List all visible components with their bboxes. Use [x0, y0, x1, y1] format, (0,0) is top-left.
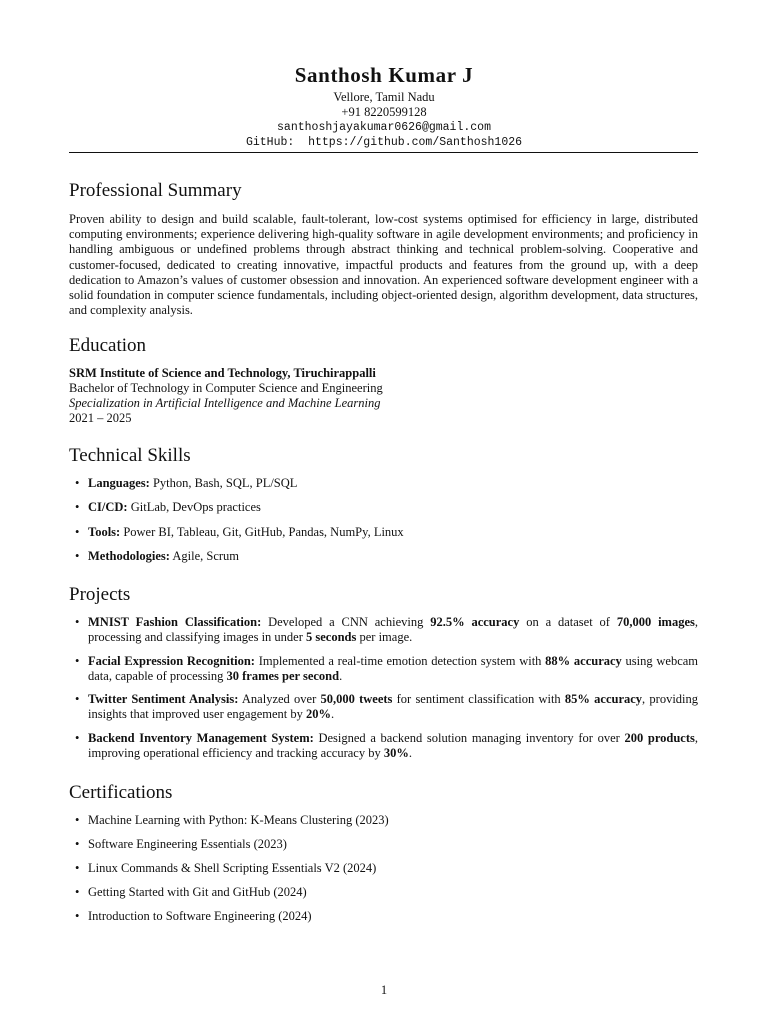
section-title-certifications: Certifications: [69, 782, 173, 803]
skill-item: [75, 549, 698, 564]
project-text: for sentiment classification with: [396, 692, 561, 706]
certification-item: [75, 885, 698, 900]
email-address[interactable]: santhoshjayakumar0626@gmail.com: [277, 121, 491, 134]
skill-item: [75, 476, 698, 491]
skill-value: Power BI, Tableau, Git, GitHub, Pandas, NumPy, Linux: [123, 525, 404, 539]
header-divider: [69, 152, 698, 153]
project-metric: 20%: [306, 707, 332, 722]
project-metric: 88% accuracy: [545, 654, 622, 668]
project-metric: 85% accuracy: [564, 692, 643, 706]
github-line: [0, 135, 768, 150]
skill-item: [75, 500, 698, 515]
page-number: 1: [380, 983, 388, 997]
project-metric: 92.5% accuracy: [430, 615, 520, 629]
project-text: .: [408, 746, 412, 761]
bullet-icon: •: [75, 654, 80, 668]
project-metric: 5 seconds: [306, 630, 357, 645]
project-text: , processing and classifying images in under: [88, 615, 698, 645]
github-link[interactable]: https://github.com/Santhosh1026: [308, 136, 523, 149]
project-item: [75, 731, 699, 762]
project-text: .: [331, 707, 335, 722]
education-years: 2021 – 2025: [69, 411, 132, 425]
project-title: Backend Inventory Management System:: [88, 731, 314, 745]
bullet-icon: •: [75, 731, 80, 745]
resume-header: [0, 60, 768, 150]
phone-number: +91 8220599128: [341, 105, 427, 119]
certification-text: Linux Commands & Shell Scripting Essentials V2 (2024): [88, 861, 377, 875]
education-specialization: Specialization in Artificial Intelligence and Machine Learning: [69, 396, 381, 410]
project-title: Facial Expression Recognition:: [88, 654, 255, 668]
project-title: Twitter Sentiment Analysis:: [88, 692, 239, 706]
certification-text: Software Engineering Essentials (2023): [88, 837, 287, 851]
project-text: using webcam data, capable of processing: [88, 654, 699, 684]
bullet-icon: •: [75, 692, 80, 706]
certification-item: [75, 813, 698, 828]
section-title-education: Education: [69, 335, 147, 356]
project-text: .: [339, 669, 343, 684]
project-metric: 50,000 tweets: [320, 692, 393, 706]
skill-label: Methodologies:: [88, 549, 170, 563]
bullet-icon: •: [75, 909, 80, 923]
skill-item: [75, 525, 698, 540]
project-item: [75, 654, 699, 685]
project-text: Implemented a real-time emotion detection system with: [258, 654, 542, 668]
bullet-icon: •: [75, 525, 80, 539]
certification-item: [75, 861, 698, 876]
project-text: , improving operational efficiency and tracking accuracy by: [88, 731, 699, 761]
project-metric: 70,000 images: [616, 615, 695, 629]
bullet-icon: •: [75, 837, 80, 851]
section-title-skills: Technical Skills: [69, 445, 191, 466]
project-text: per image.: [359, 630, 413, 645]
location: Vellore, Tamil Nadu: [333, 90, 435, 104]
section-title-summary: Professional Summary: [69, 180, 242, 201]
certification-text: Machine Learning with Python: K-Means Clustering (2023): [88, 813, 389, 827]
project-title: MNIST Fashion Classification:: [88, 615, 262, 629]
project-metric: 200 products: [624, 731, 695, 745]
skill-value: GitLab, DevOps practices: [130, 500, 261, 514]
skill-label: CI/CD:: [88, 500, 128, 514]
project-text: Developed a CNN achieving: [268, 615, 424, 629]
summary-paragraph: Proven ability to design and build scalable, fault-tolerant, low-cost systems optimised for efficiency in large, distributed computing environments; experience delivering high-quality software in agile development environments; and proficiency in handling ambiguous or undefined problems through abstract thinking and technical problem-solving. Cooperative and customer-focused, dedicated to creating innovative, impactful products and features from the ground up, with a deep dedication to Amazon’s values of customer obsession and innovation. An experienced software development engineer with a solid foundation in computer science fundamentals, including object-oriented design, algorithm development, data structures, and complexity analysis.: [69, 212, 698, 318]
certification-item: [75, 837, 698, 852]
project-text: , providing insights that improved user engagement by: [88, 692, 699, 722]
education-institution: SRM Institute of Science and Technology, Tiruchirappalli: [69, 366, 376, 380]
education-degree: Bachelor of Technology in Computer Science and Engineering: [69, 381, 383, 395]
skill-value: Python, Bash, SQL, PL/SQL: [152, 476, 298, 490]
bullet-icon: •: [75, 861, 80, 875]
bullet-icon: •: [75, 615, 80, 629]
project-text: on a dataset of: [526, 615, 610, 629]
bullet-icon: •: [75, 549, 80, 563]
certification-item: [75, 909, 698, 924]
certification-text: Introduction to Software Engineering (2024): [88, 909, 312, 923]
bullet-icon: •: [75, 476, 80, 490]
bullet-icon: •: [75, 813, 80, 827]
skill-label: Tools:: [88, 525, 121, 539]
bullet-icon: •: [75, 885, 80, 899]
project-text: Analyzed over: [241, 692, 317, 706]
project-metric: 30%: [383, 746, 409, 761]
candidate-name: Santhosh Kumar J: [294, 63, 474, 87]
bullet-icon: •: [75, 500, 80, 514]
project-item: [75, 692, 699, 723]
section-title-projects: Projects: [69, 584, 131, 605]
skill-label: Languages:: [88, 476, 150, 490]
project-item: [75, 615, 698, 646]
github-label: GitHub:: [245, 136, 295, 149]
project-text: Designed a backend solution managing inventory for over: [318, 731, 620, 745]
certification-text: Getting Started with Git and GitHub (2024): [88, 885, 307, 899]
project-metric: 30 frames per second: [226, 669, 340, 684]
skill-value: Agile, Scrum: [172, 549, 240, 563]
